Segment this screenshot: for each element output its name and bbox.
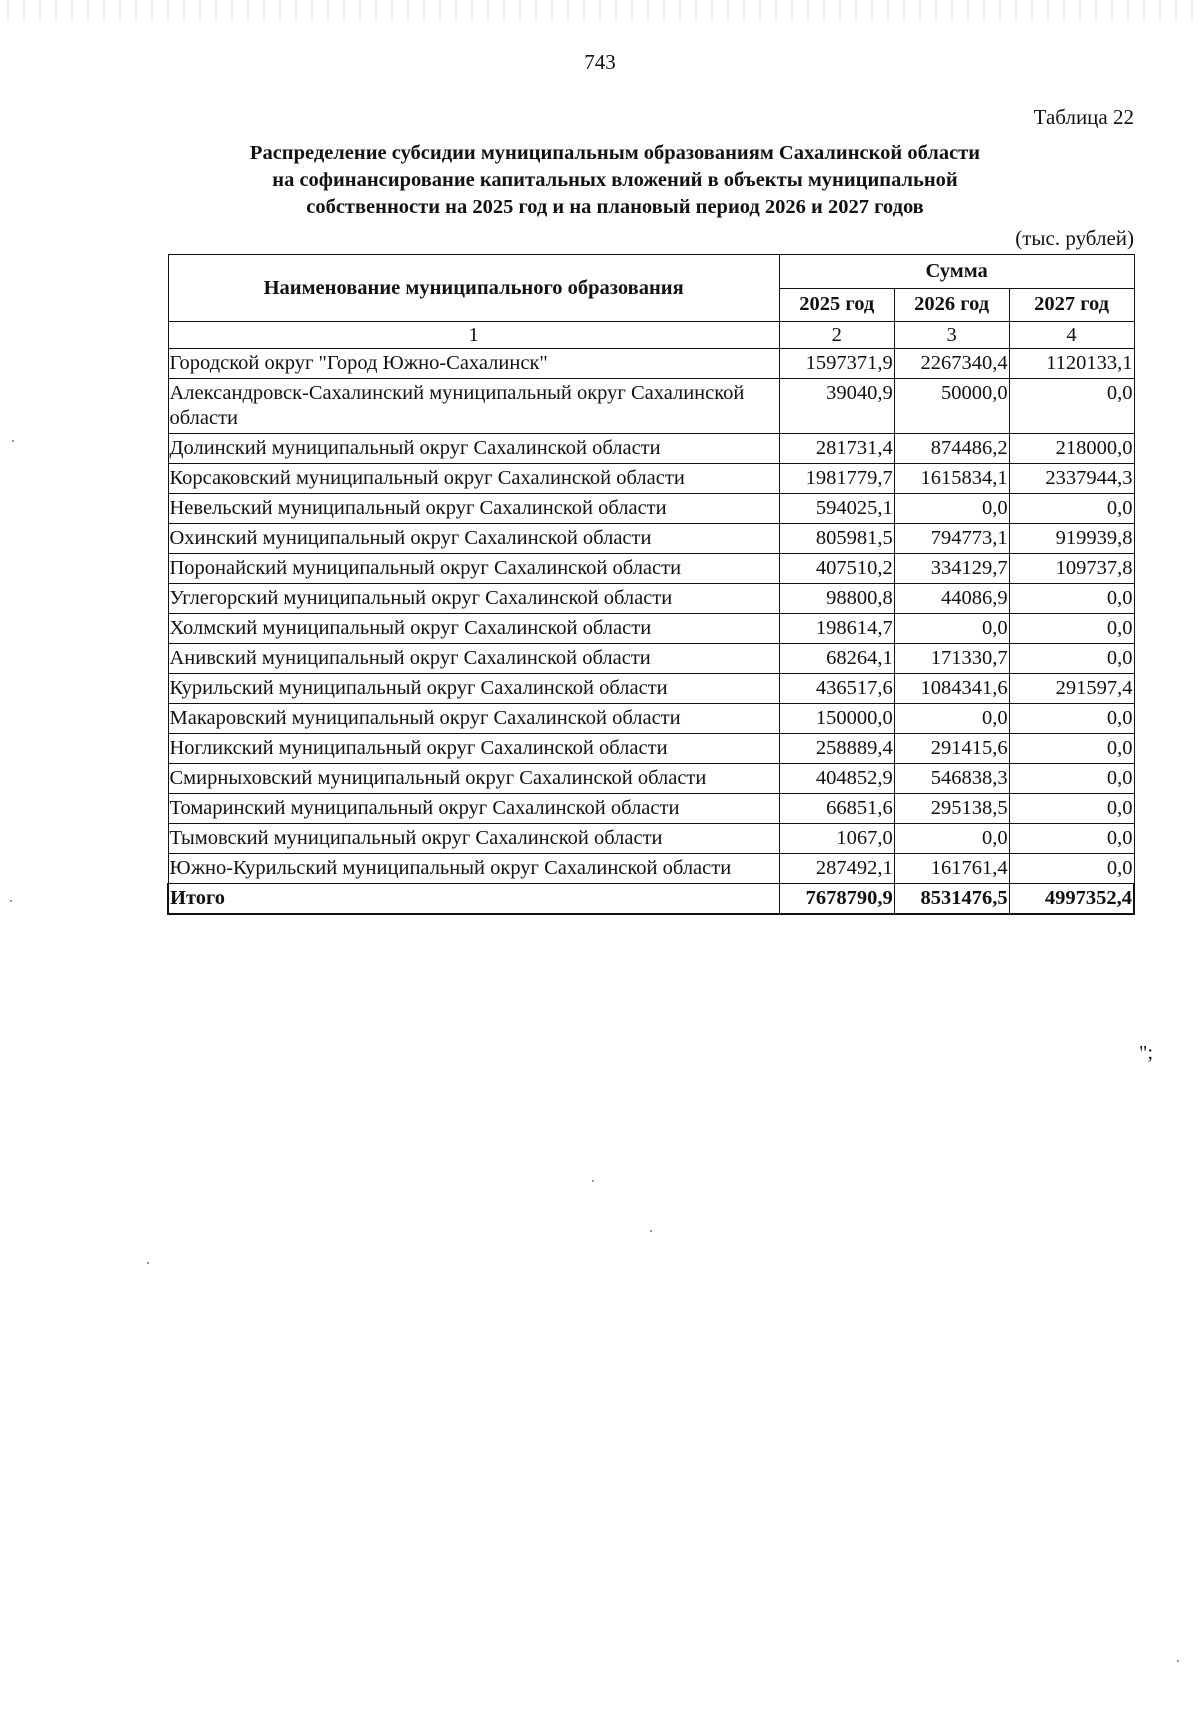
- table-row: [168, 554, 1134, 584]
- column-number: 3: [894, 322, 1009, 349]
- row-name: Городской округ "Город Южно-Сахалинск": [168, 349, 779, 379]
- scan-speck: [147, 1262, 149, 1264]
- value-2026: 0,0: [894, 494, 1009, 524]
- table-row: [168, 434, 1134, 464]
- header-year-2026: 2026 год: [894, 288, 1009, 322]
- column-number: 1: [168, 322, 779, 349]
- value-2025: 98800,8: [779, 584, 894, 614]
- row-name: Тымовский муниципальный округ Сахалинской области: [168, 824, 779, 854]
- column-number-row: [168, 322, 1134, 349]
- table-row: [168, 704, 1134, 734]
- value-2027: 218000,0: [1009, 434, 1134, 464]
- value-2025: 68264,1: [779, 644, 894, 674]
- value-2026: 334129,7: [894, 554, 1009, 584]
- value-2025: 66851,6: [779, 794, 894, 824]
- value-2025: 198614,7: [779, 614, 894, 644]
- value-2026: 1615834,1: [894, 464, 1009, 494]
- table-row: [168, 854, 1134, 884]
- closing-quote-mark: ";: [1139, 1042, 1154, 1064]
- table-row: [168, 464, 1134, 494]
- value-2027: 0,0: [1009, 824, 1134, 854]
- row-name: Южно-Курильский муниципальный округ Сахалинской области: [168, 854, 779, 884]
- total-row: [168, 884, 1134, 915]
- table-row: [168, 824, 1134, 854]
- table-row: [168, 614, 1134, 644]
- value-2026: 794773,1: [894, 524, 1009, 554]
- row-name: Томаринский муниципальный округ Сахалинской области: [168, 794, 779, 824]
- value-2027: 0,0: [1009, 734, 1134, 764]
- value-2026: 171330,7: [894, 644, 1009, 674]
- column-number: 4: [1009, 322, 1134, 349]
- value-2025: 594025,1: [779, 494, 894, 524]
- table-row: [168, 644, 1134, 674]
- value-2026: 0,0: [894, 704, 1009, 734]
- row-name: Смирныховский муниципальный округ Сахалинской области: [168, 764, 779, 794]
- row-name: Ногликский муниципальный округ Сахалинской области: [168, 734, 779, 764]
- value-2027: 0,0: [1009, 644, 1134, 674]
- row-name: Долинский муниципальный округ Сахалинской области: [168, 434, 779, 464]
- value-2027: 0,0: [1009, 794, 1134, 824]
- value-2027: 0,0: [1009, 584, 1134, 614]
- row-name: Углегорский муниципальный округ Сахалинской области: [168, 584, 779, 614]
- value-2027: 0,0: [1009, 494, 1134, 524]
- value-2027: 2337944,3: [1009, 464, 1134, 494]
- header-name: Наименование муниципального образования: [168, 255, 779, 322]
- value-2025: 436517,6: [779, 674, 894, 704]
- title-line: на софинансирование капитальных вложений в объекты муниципальной: [272, 169, 958, 191]
- row-name: Невельский муниципальный округ Сахалинской области: [168, 494, 779, 524]
- table-label: Таблица 22: [1033, 105, 1134, 129]
- row-name: Курильский муниципальный округ Сахалинской области: [168, 674, 779, 704]
- row-name: Александровск-Сахалинский муниципальный округ Сахалинской области: [168, 379, 779, 434]
- value-2026: 0,0: [894, 614, 1009, 644]
- page-number: 743: [584, 50, 616, 74]
- subsidy-table: [167, 254, 1135, 915]
- value-2026: 874486,2: [894, 434, 1009, 464]
- value-2026: 291415,6: [894, 734, 1009, 764]
- scan-speck: [1177, 1660, 1179, 1662]
- table-row: [168, 674, 1134, 704]
- table-row: [168, 794, 1134, 824]
- table-row: [168, 349, 1134, 379]
- value-2027: 0,0: [1009, 764, 1134, 794]
- table-row: [168, 584, 1134, 614]
- table-row: [168, 494, 1134, 524]
- value-2025: 39040,9: [779, 379, 894, 434]
- value-2025: 1981779,7: [779, 464, 894, 494]
- value-2025: 1067,0: [779, 824, 894, 854]
- value-2026: 161761,4: [894, 854, 1009, 884]
- value-2025: 287492,1: [779, 854, 894, 884]
- table-row: [168, 734, 1134, 764]
- value-2025: 805981,5: [779, 524, 894, 554]
- value-2027: 4997352,4: [1009, 884, 1134, 915]
- value-2025: 150000,0: [779, 704, 894, 734]
- header-row: [168, 255, 1134, 289]
- value-2025: 7678790,9: [779, 884, 894, 915]
- scan-artifact-strip: [0, 0, 1200, 22]
- value-2026: 295138,5: [894, 794, 1009, 824]
- table-row: [168, 379, 1134, 434]
- title-line: Распределение субсидии муниципальным образованиям Сахалинской области: [249, 142, 981, 164]
- value-2026: 50000,0: [894, 379, 1009, 434]
- value-2025: 258889,4: [779, 734, 894, 764]
- value-2026: 2267340,4: [894, 349, 1009, 379]
- value-2026: 44086,9: [894, 584, 1009, 614]
- row-name: Холмский муниципальный округ Сахалинской области: [168, 614, 779, 644]
- document-title: [160, 140, 1070, 221]
- table-row: [168, 524, 1134, 554]
- row-name: Макаровский муниципальный округ Сахалинской области: [168, 704, 779, 734]
- table-row: [168, 764, 1134, 794]
- row-name: Корсаковский муниципальный округ Сахалинской области: [168, 464, 779, 494]
- value-2027: 919939,8: [1009, 524, 1134, 554]
- value-2027: 0,0: [1009, 704, 1134, 734]
- scan-speck: [12, 440, 14, 442]
- value-2026: 546838,3: [894, 764, 1009, 794]
- value-2027: 1120133,1: [1009, 349, 1134, 379]
- header-year-2027: 2027 год: [1009, 288, 1134, 322]
- value-2026: 8531476,5: [894, 884, 1009, 915]
- value-2025: 407510,2: [779, 554, 894, 584]
- units-note: (тыс. рублей): [1015, 226, 1134, 250]
- column-number: 2: [779, 322, 894, 349]
- row-name: Итого: [168, 884, 779, 915]
- value-2027: 291597,4: [1009, 674, 1134, 704]
- value-2026: 0,0: [894, 824, 1009, 854]
- value-2026: 1084341,6: [894, 674, 1009, 704]
- scan-speck: [10, 900, 12, 902]
- row-name: Анивский муниципальный округ Сахалинской области: [168, 644, 779, 674]
- value-2025: 404852,9: [779, 764, 894, 794]
- value-2027: 0,0: [1009, 614, 1134, 644]
- value-2025: 281731,4: [779, 434, 894, 464]
- value-2027: 0,0: [1009, 379, 1134, 434]
- header-sum: Сумма: [779, 255, 1134, 289]
- scan-speck: [592, 1180, 594, 1182]
- row-name: Охинский муниципальный округ Сахалинской области: [168, 524, 779, 554]
- value-2027: 109737,8: [1009, 554, 1134, 584]
- row-name: Поронайский муниципальный округ Сахалинской области: [168, 554, 779, 584]
- title-line: собственности на 2025 год и на плановый период 2026 и 2027 годов: [306, 196, 924, 218]
- header-year-2025: 2025 год: [779, 288, 894, 322]
- value-2025: 1597371,9: [779, 349, 894, 379]
- value-2027: 0,0: [1009, 854, 1134, 884]
- scan-speck: [650, 1230, 652, 1232]
